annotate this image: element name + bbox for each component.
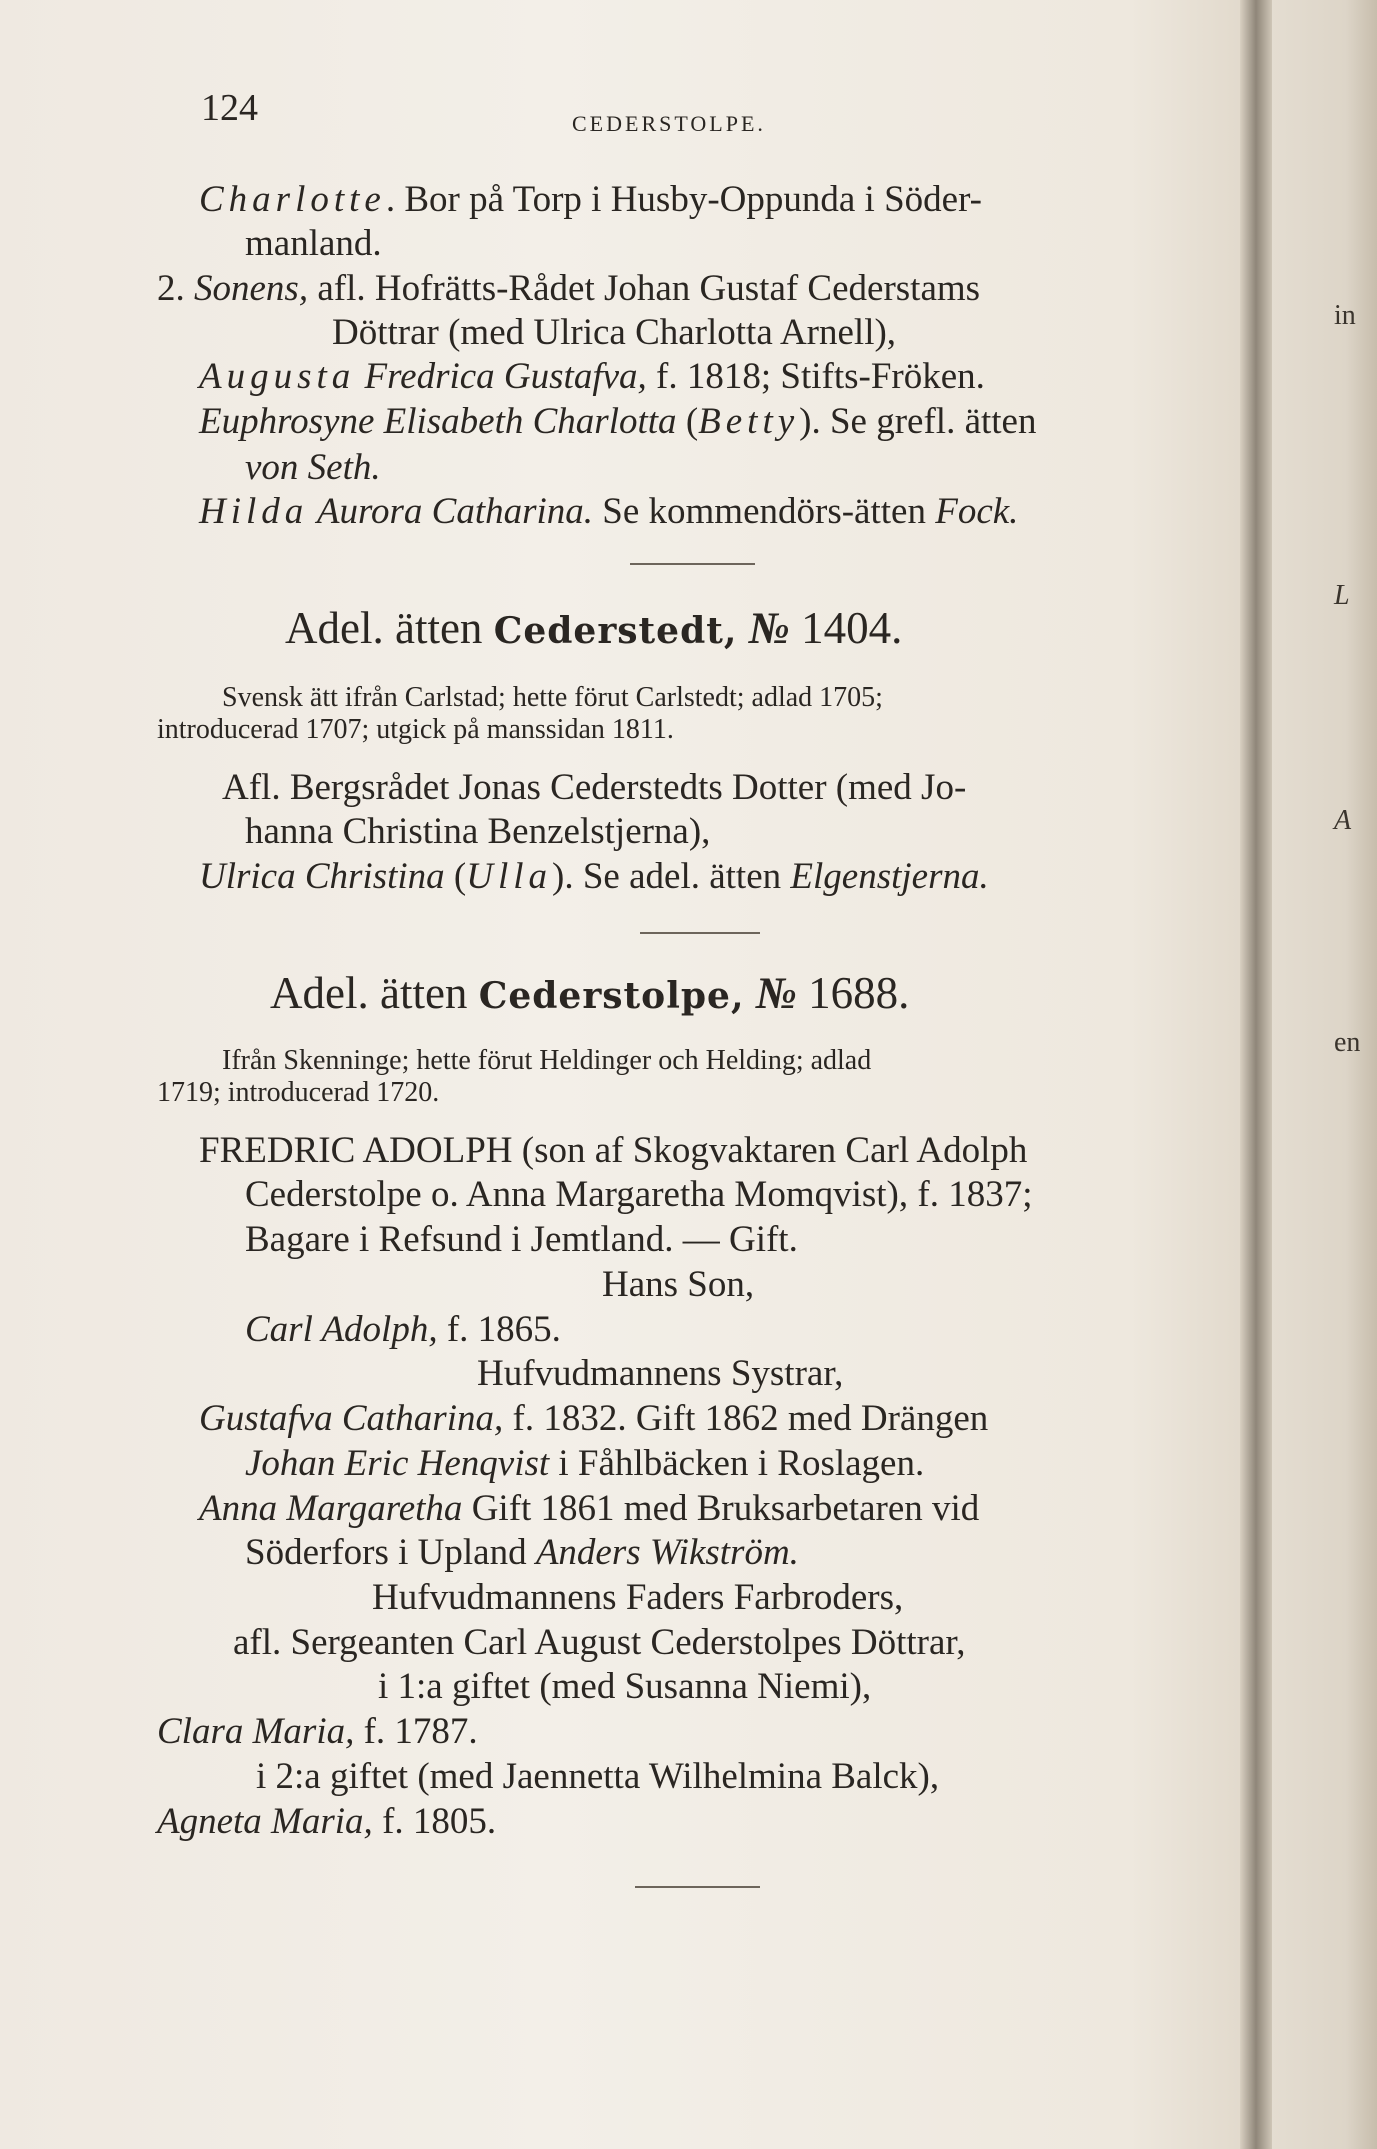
- text-line: Hilda Aurora Catharina. Se kommendörs-ätten Fock.: [199, 491, 1019, 532]
- text-line: afl. Sergeanten Carl August Cederstolpes Döttrar,: [233, 1622, 966, 1663]
- margin-fragment: A: [1334, 805, 1352, 836]
- text-line: Johan Eric Henqvist i Fåhlbäcken i Roslagen.: [245, 1443, 925, 1484]
- adjacent-page-edge: [1272, 0, 1377, 2149]
- family-intro: Ifrån Skenninge; hette förut Heldinger och Helding; adlad: [222, 1045, 872, 1076]
- family-intro: 1719; introducerad 1720.: [157, 1077, 440, 1108]
- text-line: von Seth.: [245, 447, 381, 488]
- text-line: 2. Sonens, afl. Hofrätts-Rådet Johan Gustaf Cederstams: [157, 268, 981, 309]
- text-line: Ulrica Christina (Ulla). Se adel. ätten Elgenstjerna.: [199, 856, 989, 897]
- section-divider: [630, 563, 755, 565]
- text-line: hanna Christina Benzelstjerna),: [245, 811, 711, 852]
- text-line: Anna Margaretha Gift 1861 med Bruksarbetaren vid: [199, 1488, 980, 1529]
- text-line: Gustafva Catharina, f. 1832. Gift 1862 med Drängen: [199, 1398, 989, 1439]
- text-line: Clara Maria, f. 1787.: [157, 1711, 478, 1752]
- family-heading-cederstolpe: Adel. ätten Cederstolpe, № 1688.: [270, 968, 910, 1018]
- family-intro: Svensk ätt ifrån Carlstad; hette förut Carlstedt; adlad 1705;: [222, 682, 883, 713]
- text-line: i 2:a giftet (med Jaennetta Wilhelmina Balck),: [256, 1756, 940, 1797]
- text-line: Hufvudmannens Faders Farbroders,: [372, 1577, 904, 1618]
- page-number: 124: [201, 87, 258, 129]
- margin-fragment: in: [1334, 300, 1356, 331]
- text-line: Bagare i Refsund i Jemtland. — Gift.: [245, 1219, 798, 1260]
- margin-fragment: L: [1334, 580, 1350, 611]
- running-head: CEDERSTOLPE.: [572, 111, 766, 136]
- section-divider: [640, 932, 760, 934]
- text-line: manland.: [245, 223, 382, 264]
- family-heading-cederstedt: Adel. ätten Cederstedt, № 1404.: [285, 603, 903, 653]
- book-gutter: [1240, 0, 1272, 2149]
- margin-fragment: en: [1334, 1027, 1361, 1058]
- text-line: Augusta Fredrica Gustafva, f. 1818; Stifts-Fröken.: [199, 356, 985, 397]
- text-line: Charlotte. Bor på Torp i Husby-Oppunda i Söder-: [199, 179, 982, 220]
- family-intro: introducerad 1707; utgick på manssidan 1811.: [157, 714, 674, 745]
- text-line: FREDRIC ADOLPH (son af Skogvaktaren Carl Adolph: [199, 1130, 1028, 1171]
- text-line: Cederstolpe o. Anna Margaretha Momqvist), f. 1837;: [245, 1174, 1033, 1215]
- text-line: Söderfors i Upland Anders Wikström.: [245, 1532, 799, 1573]
- text-line: Euphrosyne Elisabeth Charlotta (Betty). Se grefl. ätten: [199, 401, 1037, 442]
- text-line: Döttrar (med Ulrica Charlotta Arnell),: [332, 312, 897, 353]
- text-line: Agneta Maria, f. 1805.: [157, 1801, 497, 1842]
- text-line: i 1:a giftet (med Susanna Niemi),: [378, 1666, 872, 1707]
- text-line: Hufvudmannens Systrar,: [477, 1353, 844, 1394]
- text-line: Carl Adolph, f. 1865.: [245, 1309, 561, 1350]
- section-divider: [635, 1886, 760, 1888]
- text-line: Hans Son,: [602, 1264, 755, 1305]
- text-line: Afl. Bergsrådet Jonas Cederstedts Dotter (med Jo-: [222, 767, 967, 808]
